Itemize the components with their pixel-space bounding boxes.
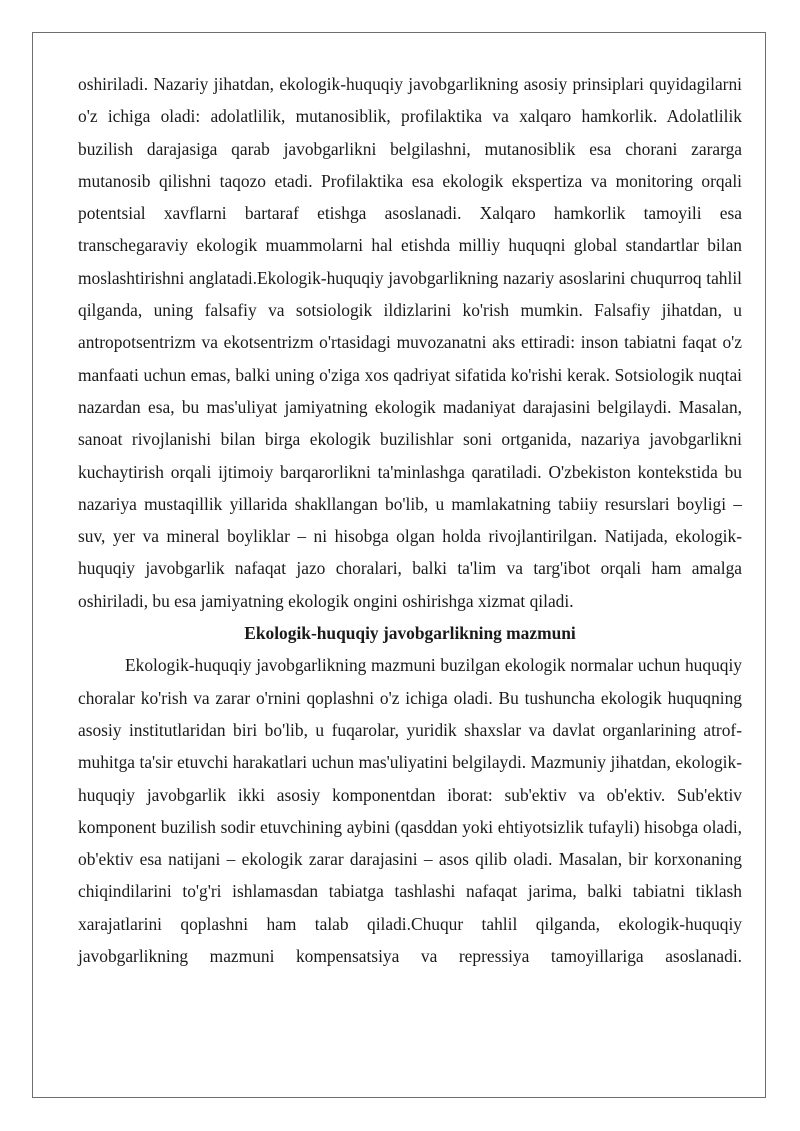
body-paragraph: Ekologik-huquqiy javobgarlikning mazmuni buzilgan ekologik normalar uchun huquqiy choralar ko'rish va zarar o'rnini qoplashni o'z ichiga oladi. Bu tushuncha ekologik huquqning asosiy institutlaridan biri bo'lib, u fuqarolar, yuridik shaxslar va davlat organlarining atrof-muhitga ta'sir etuvchi harakatlari uchun mas'uliyatini belgilaydi. Mazmuniy jihatdan, ekologik-huquqiy javobgarlik ikki asosiy komponentdan iborat: sub'ektiv va ob'ektiv. Sub'ektiv komponent buzilish sodir etuvchining aybini (qasddan yoki ehtiyotsizlik tufayli) hisobga oladi, ob'ektiv esa natijani – ekologik zarar darajasini – asos qilib oladi. Masalan, bir korxonaning chiqindilarini to'g'ri ishlamasdan tabiatga tashlashi nafaqat jarima, balki tabiatni tiklash xarajatlarini qoplashni ham talab qiladi.Chuqur tahlil qilganda, ekologik-huquqiy javobgarlikning mazmuni kompensatsiya va repressiya tamoyillariga asoslanadi.: [78, 655, 742, 967]
body-paragraph: oshiriladi. Nazariy jihatdan, ekologik-huquqiy javobgarlikning asosiy prinsiplari quyidagilarni o'z ichiga oladi: adolatlilik, mutanosiblik, profilaktika va xalqaro hamkorlik. Adolatlilik buzilish darajasiga qarab javobgarlikni belgilashni, mutanosiblik esa chorani zararga mutanosib qilishni taqozo etadi. Profilaktika esa ekologik ekspertiza va monitoring orqali potentsial xavflarni bartaraf etishga asoslanadi. Xalqaro hamkorlik tamoyili esa transchegaraviy ekologik muammolarni hal etishda milliy huquqni global standartlar bilan moslashtirishni anglatadi.Ekologik-huquqiy javobgarlikning nazariy asoslarini chuqurroq tahlil qilganda, uning falsafiy va sotsiologik ildizlarini ko'rish mumkin. Falsafiy jihatdan, u antropotsentrizm va ekotsentrizm o'rtasidagi muvozanatni aks ettiradi: inson tabiatni faqat o'z manfaati uchun emas, balki uning o'ziga xos qadriyat sifatida ko'rishi kerak. Sotsiologik nuqtai nazardan esa, bu mas'uliyat jamiyatning ekologik madaniyat darajasini belgilaydi. Masalan, sanoat rivojlanishi bilan birga ekologik buzilishlar soni ortganida, nazariya javobgarlikni kuchaytirish orqali ijtimoiy barqarorlikni ta'minlashga qaratiladi. O'zbekiston kontekstida bu nazariya mustaqillik yillarida shakllangan bo'lib, u mamlakatning tabiiy resurslari boyligi – suv, yer va mineral boyliklar – ni hisobga olgan holda rivojlantirilgan. Natijada, ekologik-huquqiy javobgarlik nafaqat jazo choralari, balki ta'lim va targ'ibot orqali ham amalga oshiriladi, bu esa jamiyatning ekologik ongini oshirishga xizmat qiladi.: [78, 74, 742, 611]
section-heading: Ekologik-huquqiy javobgarlikning mazmuni: [244, 623, 576, 644]
document-body: [78, 68, 742, 972]
